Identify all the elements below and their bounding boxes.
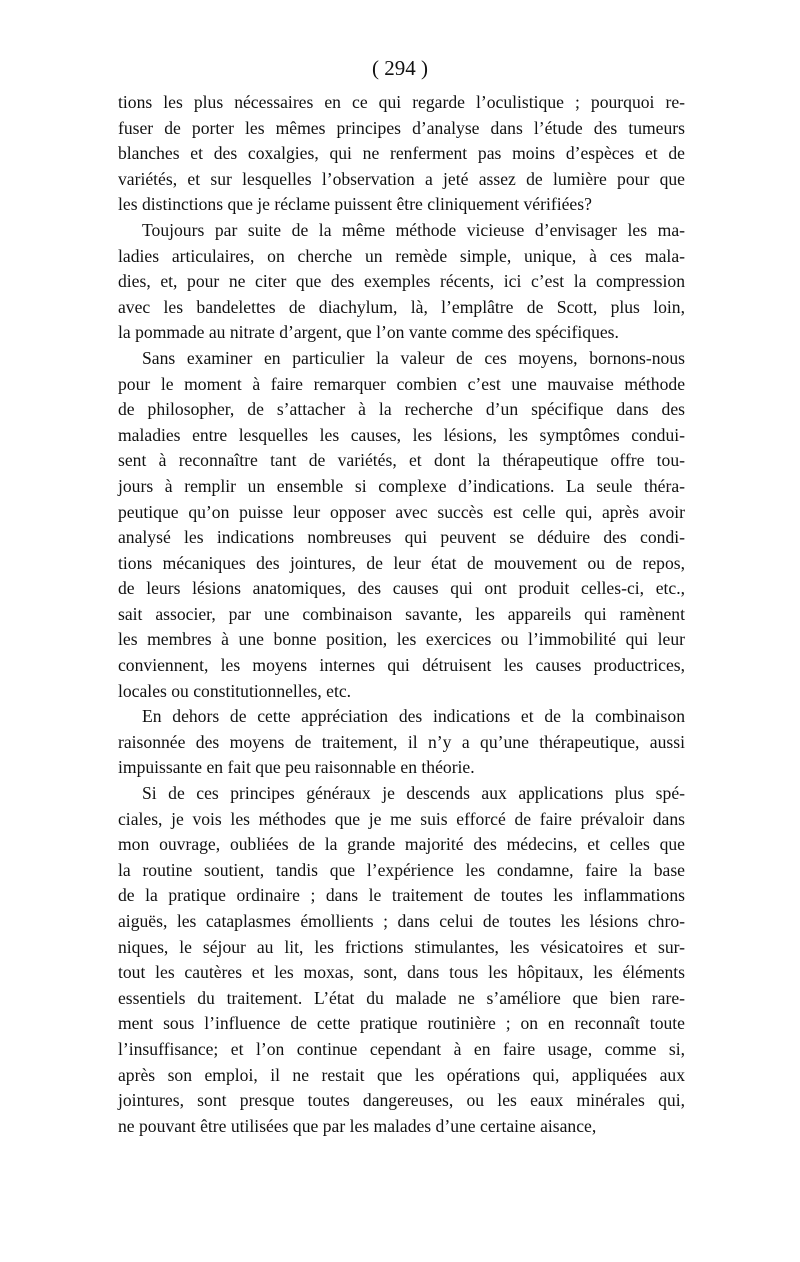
paragraph	[118, 90, 685, 218]
text-line: jointures, sont presque toutes dangereuses, ou les eaux minérales qui,	[118, 1090, 685, 1111]
text-line: aiguës, les cataplasmes émollients ; dans celui de toutes les lésions chro-	[118, 911, 685, 931]
text-line: après son emploi, il ne restait que les opérations qui, appliquées aux	[118, 1064, 685, 1085]
paragraph	[118, 781, 685, 1139]
text-line: ment sous l’influence de cette pratique routinière ; on en reconnaît toute	[118, 1013, 685, 1034]
text-line: niques, le séjour au lit, les frictions stimulantes, les vésicatoires et sur-	[118, 936, 685, 957]
text-line: variétés, et sur lesquelles l’observation a jeté assez de lumière pour que	[118, 168, 685, 189]
text-line: sait associer, par une combinaison savante, les appareils qui ramènent	[118, 603, 685, 624]
text-line: raisonnée des moyens de traitement, il n’y a qu’une thérapeutique, aussi	[118, 731, 685, 752]
text-line: ciales, je vois les méthodes que je me suis efforcé de faire prévaloir dans	[118, 808, 685, 829]
text-line: tions les plus nécessaires en ce qui regarde l’oculistique ; pourquoi re-	[118, 92, 685, 112]
text-line: ladies articulaires, on cherche un remède simple, unique, à ces mala-	[118, 245, 685, 266]
text-line: impuissante en fait que peu raisonnable en théorie.	[118, 757, 475, 778]
text-line: dies, et, pour ne citer que des exemples récents, ici c’est la compression	[118, 271, 685, 292]
text-line: mon ouvrage, oubliées de la grande majorité des médecins, et celles que	[118, 834, 685, 855]
text-line: locales ou constitutionnelles, etc.	[118, 680, 352, 701]
paragraph	[118, 346, 685, 704]
text-line: la routine soutient, tandis que l’expérience les condamne, faire la base	[118, 859, 685, 880]
text-line: tions mécaniques des jointures, de leur état de mouvement ou de repos,	[118, 552, 685, 573]
text-line: blanches et des coxalgies, qui ne renferment pas moins d’espèces et de	[118, 143, 685, 164]
text-line: essentiels du traitement. L’état du malade ne s’améliore que bien rare-	[118, 987, 685, 1008]
page-number: ( 294 )	[372, 56, 428, 80]
paragraph	[118, 704, 685, 781]
text-line: l’insuffisance; et l’on continue cependant à en faire usage, comme si,	[118, 1038, 685, 1059]
text-line: Sans examiner en particulier la valeur de ces moyens, bornons-nous	[142, 347, 685, 368]
text-line: avec les bandelettes de diachylum, là, l’emplâtre de Scott, plus loin,	[118, 296, 685, 317]
text-line: de philosopher, de s’attacher à la recherche d’un spécifique dans des	[118, 399, 685, 420]
paragraph	[118, 218, 685, 346]
text-line: conviennent, les moyens internes qui détruisent les causes productrices,	[118, 655, 685, 676]
text-line: de leurs lésions anatomiques, des causes qui ont produit celles-ci, etc.,	[118, 578, 685, 599]
body-text	[118, 90, 685, 1139]
text-line: analysé les indications nombreuses qui peuvent se déduire des condi-	[118, 527, 685, 548]
text-line: la pommade au nitrate d’argent, que l’on vante comme des spécifiques.	[118, 322, 619, 343]
text-line: Si de ces principes généraux je descends aux applications plus spé-	[142, 783, 685, 804]
text-line: de la pratique ordinaire ; dans le traitement de toutes les inflammations	[118, 885, 685, 906]
text-line: jours à remplir un ensemble si complexe d’indications. La seule théra-	[118, 475, 685, 496]
text-line: les distinctions que je réclame puissent être cliniquement vérifiées?	[118, 194, 592, 215]
text-line: En dehors de cette appréciation des indications et de la combinaison	[142, 706, 685, 727]
text-line: sent à reconnaître tant de variétés, et dont la thérapeutique offre tou-	[118, 450, 685, 471]
text-line: tout les cautères et les moxas, sont, dans tous les hôpitaux, les éléments	[118, 962, 685, 983]
text-line: fuser de porter les mêmes principes d’analyse dans l’étude des tumeurs	[118, 117, 685, 138]
text-line: peutique qu’on puisse leur opposer avec succès est celle qui, après avoir	[118, 501, 685, 522]
text-line: les membres à une bonne position, les exercices ou l’immobilité qui leur	[118, 629, 685, 650]
text-line: ne pouvant être utilisées que par les malades d’une certaine aisance,	[118, 1115, 597, 1136]
text-line: Toujours par suite de la même méthode vicieuse d’envisager les ma-	[142, 219, 685, 240]
text-line: pour le moment à faire remarquer combien c’est une mauvaise méthode	[118, 373, 685, 394]
text-line: maladies entre lesquelles les causes, les lésions, les symptômes condui-	[118, 424, 685, 445]
